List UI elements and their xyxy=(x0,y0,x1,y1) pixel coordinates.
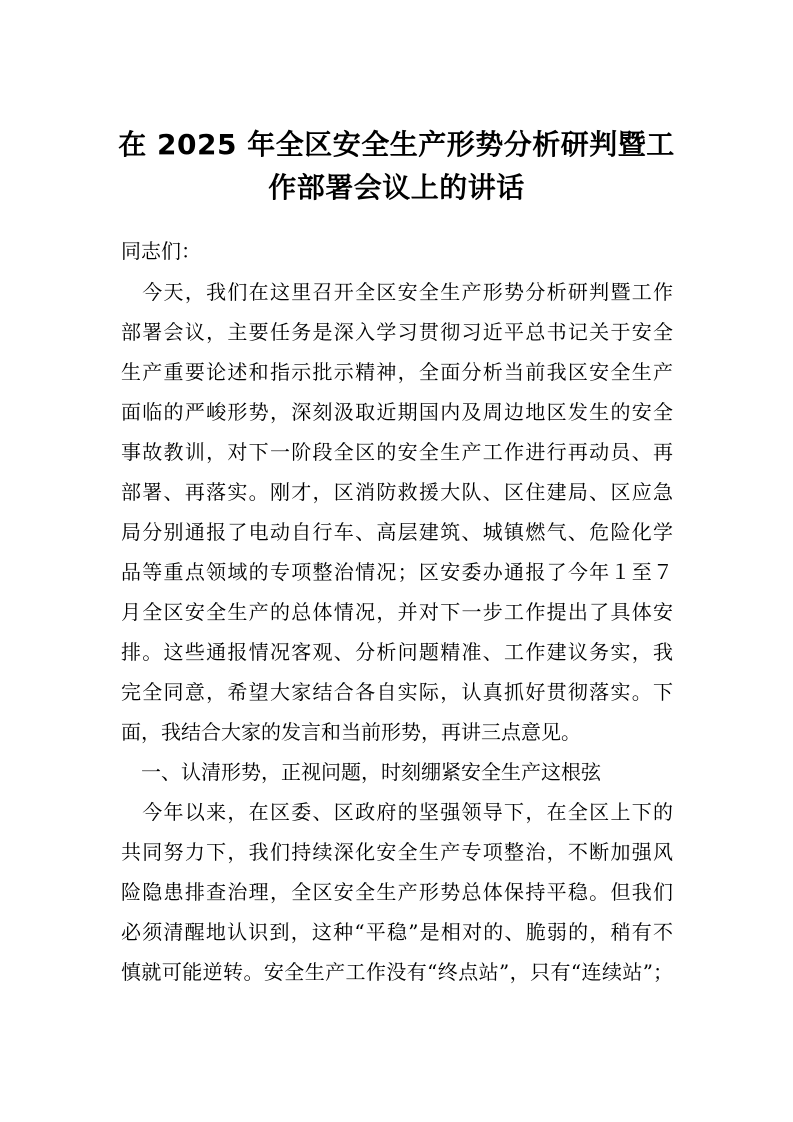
paragraph-2-line: 今年以来，在区委、区政府的坚强领导下，在全区上下的 xyxy=(121,800,673,824)
paragraph-1-line: 部署会议，主要任务是深入学习贯彻习近平总书记关于安全 xyxy=(121,320,673,344)
paragraph-1-line: 面，我结合大家的发言和当前形势，再讲三点意见。 xyxy=(121,720,581,744)
paragraph-2-line: 险隐患排查治理，全区安全生产形势总体保持平稳。但我们 xyxy=(121,880,673,904)
paragraph-1-line: 今天，我们在这里召开全区安全生产形势分析研判暨工作 xyxy=(121,280,673,304)
paragraph-2-line: 共同努力下，我们持续深化安全生产专项整治，不断加强风 xyxy=(121,840,673,864)
paragraph-1-line: 事故教训，对下一阶段全区的安全生产工作进行再动员、再 xyxy=(121,440,673,464)
paragraph-1-line: 排。这些通报情况客观、分析问题精准、工作建议务实，我 xyxy=(121,640,673,664)
document-title-line-1: 在 2025 年全区安全生产形势分析研判暨工 xyxy=(118,128,675,161)
salutation: 同志们： xyxy=(121,239,201,263)
document-title-line-2: 作部署会议上的讲话 xyxy=(268,171,525,204)
paragraph-1-line: 部署、再落实。刚才，区消防救援大队、区住建局、区应急 xyxy=(121,480,673,504)
paragraph-1-line: 生产重要论述和指示批示精神，全面分析当前我区安全生产 xyxy=(121,360,673,384)
paragraph-2-line: 必须清醒地认识到，这种“平稳”是相对的、脆弱的，稍有不 xyxy=(121,920,673,944)
section-heading-1: 一、认清形势，正视问题，时刻绷紧安全生产这根弦 xyxy=(121,760,601,784)
paragraph-1-line: 完全同意，希望大家结合各自实际，认真抓好贯彻落实。下 xyxy=(121,680,673,704)
paragraph-1-line: 月全区安全生产的总体情况，并对下一步工作提出了具体安 xyxy=(121,600,673,624)
paragraph-1-line: 局分别通报了电动自行车、高层建筑、城镇燃气、危险化学 xyxy=(121,520,673,544)
paragraph-1-line: 品等重点领域的专项整治情况；区安委办通报了今年１至７ xyxy=(121,560,673,584)
paragraph-1-line: 面临的严峻形势，深刻汲取近期国内及周边地区发生的安全 xyxy=(121,400,673,424)
paragraph-2-line: 慎就可能逆转。安全生产工作没有“终点站”，只有“连续站”； xyxy=(121,960,673,984)
